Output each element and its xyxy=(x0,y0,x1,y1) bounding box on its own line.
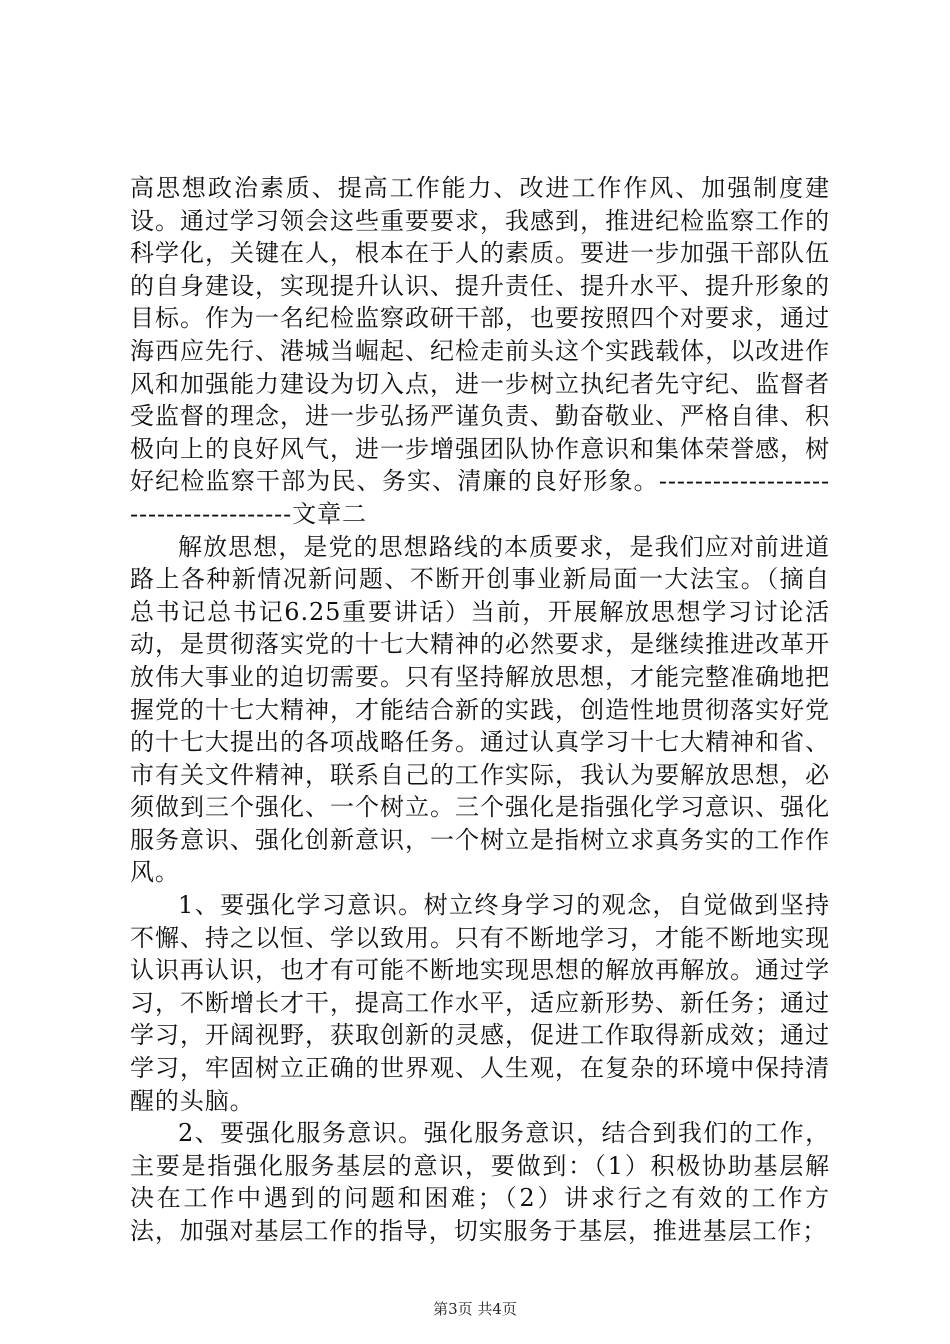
paragraph-2: 解放思想，是党的思想路线的本质要求，是我们应对前进道路上各种新情况新问题、不断开创事业新局面一大法宝。（摘自总书记总书记6.25重要讲话）当前，开展解放思想学习讨论活动，是贯彻落实党的十七大精神的必然要求，是继续推进改革开放伟大事业的迫切需要。只有坚持解放思想，才能完整准确地把握党的十七大精神，才能结合新的实践，创造性地贯彻落实好党的十七大提出的各项战略任务。通过认真学习十七大精神和省、市有关文件精神，联系自己的工作实际，我认为要解放思想，必须做到三个强化、一个树立。三个强化是指强化学习意识、强化服务意识、强化创新意识，一个树立是指树立求真务实的工作作风。 xyxy=(130,532,830,887)
page-footer: 第3页 共4页 xyxy=(433,1300,517,1318)
paragraph-4: 2、要强化服务意识。强化服务意识，结合到我们的工作，主要是指强化服务基层的意识，要做到：（1）积极协助基层解决在工作中遇到的问题和困难；（2）讲求行之有效的工作方法，加强对基层工作的指导，切实服务于基层，推进基层工作； xyxy=(130,1119,830,1245)
paragraph-3: 1、要强化学习意识。树立终身学习的观念，自觉做到坚持不懈、持之以恒、学以致用。只有不断地学习，才能不断地实现认识再认识，也才有可能不断地实现思想的解放再解放。通过学习，不断增长才干，提高工作水平，适应新形势、新任务；通过学习，开阔视野，获取创新的灵感，促进工作取得新成效；通过学习，牢固树立正确的世界观、人生观，在复杂的环境中保持清醒的头脑。 xyxy=(130,891,830,1115)
paragraph-1: 高思想政治素质、提高工作能力、改进工作作风、加强制度建设。通过学习领会这些重要要求，我感到，推进纪检监察工作的科学化，关键在人，根本在于人的素质。要进一步加强干部队伍的自身建设，实现提升认识、提升责任、提升水平、提升形象的目标。作为一名纪检监察政研干部，也要按照四个对要求，通过海西应先行、港城当崛起、纪检走前头这个实践载体，以改进作风和加强能力建设为切入点，进一步树立执纪者先守纪、监督者受监督的理念，进一步弘扬严谨负责、勤奋敬业、严格自律、积极向上的良好风气，进一步增强团队协作意识和集体荣誉感，树好纪检监察干部为民、务实、清廉的良好形象。-------------------------------------文章二 xyxy=(130,174,830,528)
document-body xyxy=(130,172,830,1248)
